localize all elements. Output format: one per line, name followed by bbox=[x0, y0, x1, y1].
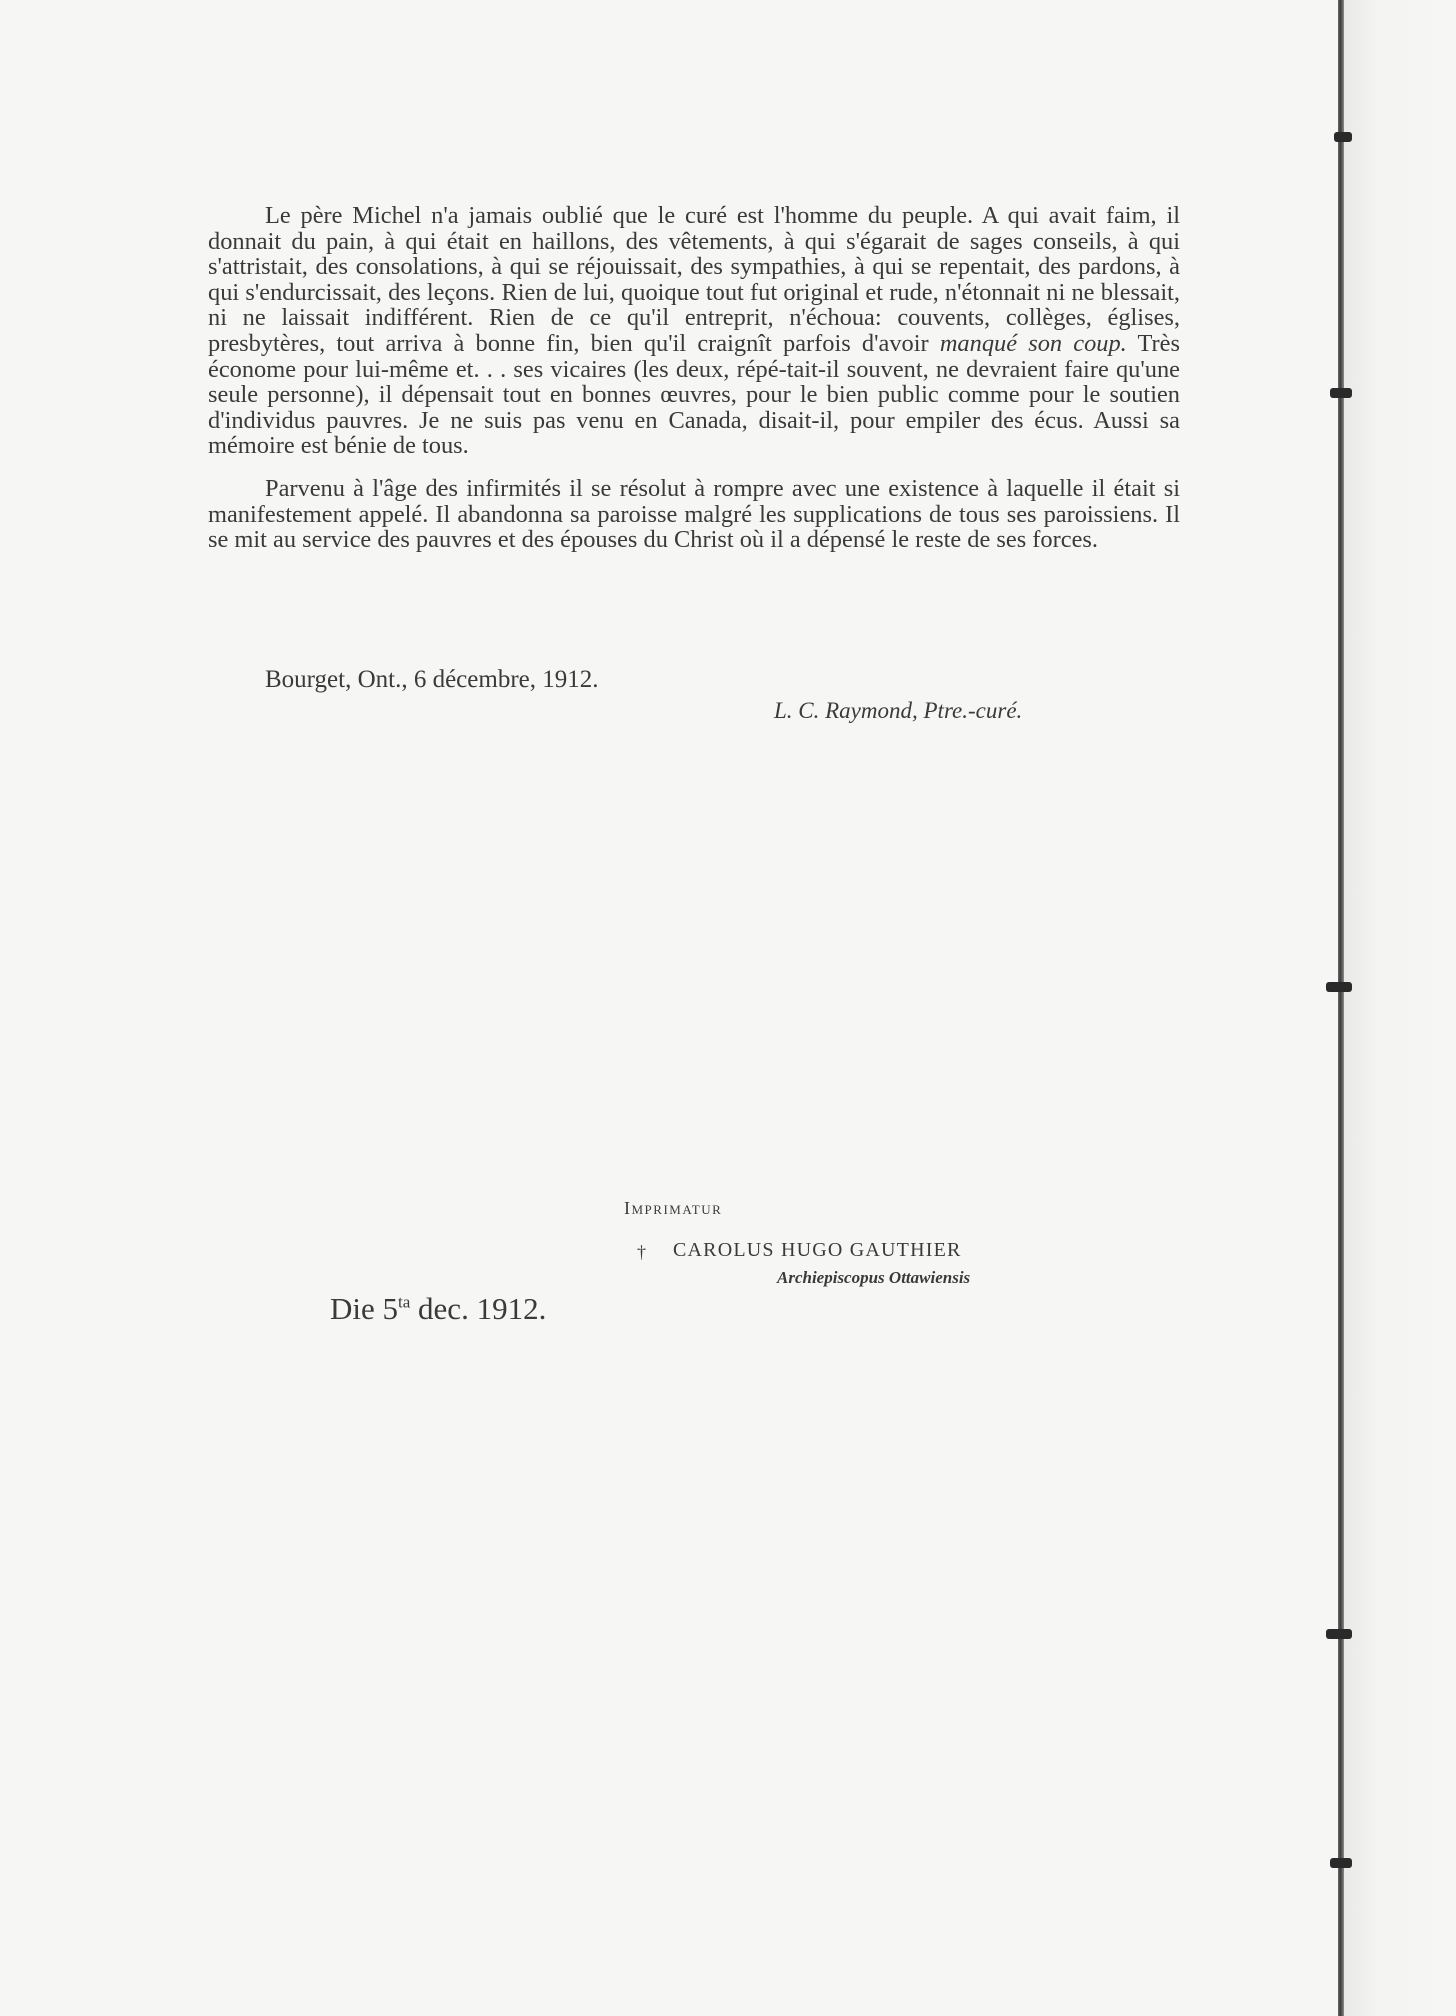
signature: L. C. Raymond, Ptre.-curé. bbox=[774, 698, 1023, 723]
paragraph-2: Parvenu à l'âge des infirmités il se résolut à rompre avec une existence à laquelle il était si manifestement appelé. Il abandonna sa paroisse malgré les supplications de tous ses paroissiens. Il se mit au service des pauvres et des épouses du Christ où il a dépensé le reste de ses forces. bbox=[208, 474, 1180, 554]
paragraph-1-italic: manqué son coup. bbox=[939, 329, 1127, 357]
paragraph-1 bbox=[208, 203, 1180, 459]
cross-symbol: † bbox=[637, 1242, 646, 1262]
dateline: Bourget, Ont., 6 décembre, 1912. bbox=[265, 666, 599, 693]
binding-stitch bbox=[1330, 388, 1352, 398]
binding-shadow bbox=[1344, 0, 1456, 2016]
die-date-prefix: Die 5 bbox=[330, 1291, 399, 1326]
binding-stitch bbox=[1334, 132, 1352, 142]
binding-stitch bbox=[1326, 1629, 1352, 1639]
paragraph-1-tail: Très économe pour lui-même et. . . ses vicaires (les deux, répé-tait-il souvent, ne devraient faire qu'une seule personne), il dépensait tout en bonnes œuvres, pour le bien public comme pour le soutien d'individus pauvres. Je ne suis pas venu en Canada, disait-il, pour empiler des écus. Aussi sa mémoire est bénie de tous. bbox=[208, 329, 1180, 460]
binding-stitch bbox=[1330, 1858, 1352, 1868]
die-date bbox=[330, 1291, 546, 1327]
imprimatur-label: Imprimatur bbox=[624, 1198, 723, 1218]
binding-edge bbox=[1338, 0, 1344, 2016]
die-date-suffix: dec. 1912. bbox=[410, 1291, 547, 1326]
die-date-superscript: ta bbox=[398, 1292, 411, 1312]
paragraph-1-text: Le père Michel n'a jamais oublié que le curé est l'homme du peuple. A qui avait faim, il donnait du pain, à qui était en haillons, des vêtements, à qui s'égarait de sages conseils, à qui s'attristait, des consolations, à qui se réjouissait, des sympathies, à qui se repentait, des pardons, à qui s'endurcissait, des leçons. Rien de lui, quoique tout fut original et rude, n'étonnait ni ne blessait, ni ne laissait indifférent. Rien de ce qu'il entreprit, n'échoua: couvents, collèges, églises, presbytères, tout arriva à bonne fin, bien qu'il craignît parfois d'avoir bbox=[208, 202, 1180, 357]
body-text bbox=[208, 203, 1180, 570]
archbishop-name: CAROLUS HUGO GAUTHIER bbox=[673, 1239, 962, 1261]
archbishop-title: Archiepiscopus Ottawiensis bbox=[777, 1268, 971, 1287]
binding-stitch bbox=[1326, 982, 1352, 992]
